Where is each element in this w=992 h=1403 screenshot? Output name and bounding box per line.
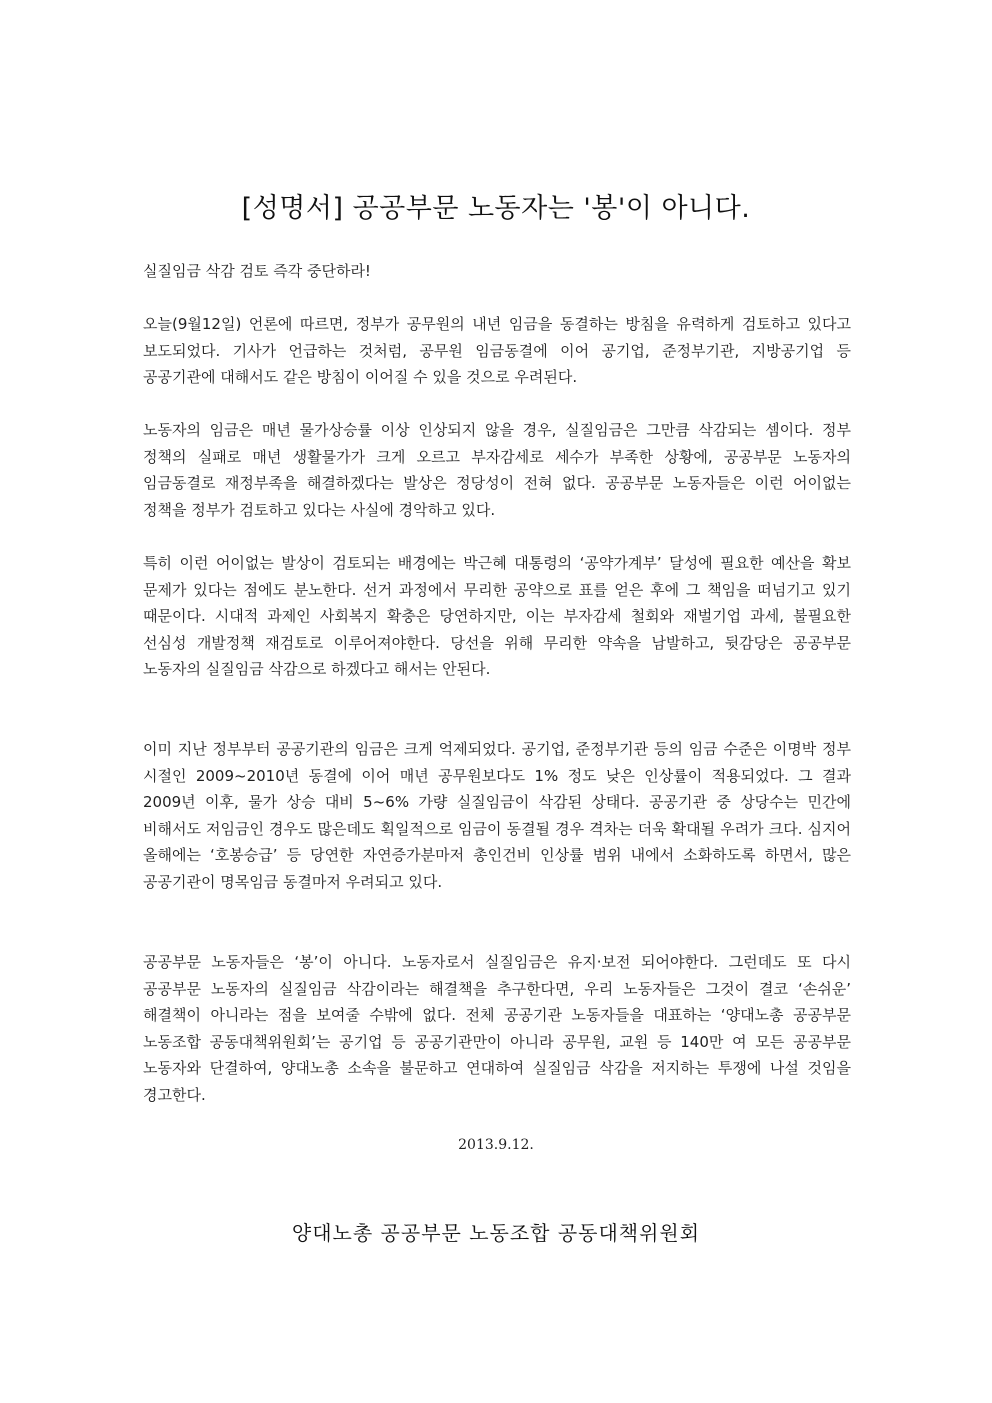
paragraph-2: 노동자의 임금은 매년 물가상승률 이상 인상되지 않을 경우, 실질임금은 그만큼 삭감되는 셈이다. 정부 정책의 실패로 매년 생활물가가 크게 오르고 부자감세로 세수가 부족한 상황에, 공공부문 노동자의 임금동결로 재정부족을 해결하겠다는 발상은 정당성이 전혀 없다. 공공부문 노동자들은 이런 어이없는 정책을 정부가 검토하고 있다는 사실에 경악하고 있다.	[143, 421, 851, 519]
document-date: 2013.9.12.	[458, 1137, 534, 1153]
paragraph-5: 공공부문 노동자들은 ‘봉’이 아니다. 노동자로서 실질임금은 유지·보전 되어야한다. 그런데도 또 다시 공공부문 노동자의 실질임금 삭감이라는 해결책을 추구한다면, 우리 노동자들은 그것이 결코 ‘손쉬운’ 해결책이 아니라는 점을 보여줄 수밖에 없다. 전체 공공기관 노동자들을 대표하는 ‘양대노총 공공부문 노동조합 공동대책위원회’는 공기업 등 공공기관만이 아니라 공무원, 교원 등 140만 여 모든 공공부문 노동자와 단결하여, 양대노총 소속을 불문하고 연대하여 실질임금 삭감을 저지하는 투쟁에 나설 것임을 경고한다.	[143, 953, 851, 1104]
subtitle: 실질임금 삭감 검토 즉각 중단하라!	[143, 262, 371, 280]
paragraph-1: 오늘(9월12일) 언론에 따르면, 정부가 공무원의 내년 임금을 동결하는 방침을 유력하게 검토하고 있다고 보도되었다. 기사가 언급하는 것처럼, 공무원 임금동결에 이어 공기업, 준정부기관, 지방공기업 등 공공기관에 대해서도 같은 방침이 이어질 수 있을 것으로 우려된다.	[143, 315, 851, 387]
page-title: [성명서] 공공부문 노동자는 '봉'이 아니다.	[241, 193, 751, 224]
signature: 양대노총 공공부문 노동조합 공동대책위원회	[291, 1221, 701, 1245]
paragraph-4: 이미 지난 정부부터 공공기관의 임금은 크게 억제되었다. 공기업, 준정부기관 등의 임금 수준은 이명박 정부 시절인 2009~2010년 동결에 이어 매년 공무원보다도 1% 정도 낮은 인상률이 적용되었다. 그 결과 2009년 이후, 물가 상승 대비 5~6% 가량 실질임금이 삭감된 상태다. 공공기관 중 상당수는 민간에 비해서도 저임금인 경우도 많은데도 획일적으로 임금이 동결될 경우 격차는 더욱 확대될 우려가 크다. 심지어 올해에는 ‘호봉승급’ 등 당연한 자연증가분마저 총인건비 인상률 범위 내에서 소화하도록 하면서, 많은 공공기관이 명목임금 동결마저 우려되고 있다.	[143, 740, 851, 891]
paragraph-3: 특히 이런 어이없는 발상이 검토되는 배경에는 박근혜 대통령의 ‘공약가계부’ 달성에 필요한 예산을 확보 문제가 있다는 점에도 분노한다. 선거 과정에서 무리한 공약으로 표를 얻은 후에 그 책임을 떠넘기고 있기 때문이다. 시대적 과제인 사회복지 확충은 당연하지만, 이는 부자감세 철회와 재벌기업 과세, 불필요한 선심성 개발정책 재검토로 이루어져야한다. 당선을 위해 무리한 약속을 남발하고, 뒷감당은 공공부문 노동자의 실질임금 삭감으로 하겠다고 해서는 안된다.	[143, 554, 851, 679]
